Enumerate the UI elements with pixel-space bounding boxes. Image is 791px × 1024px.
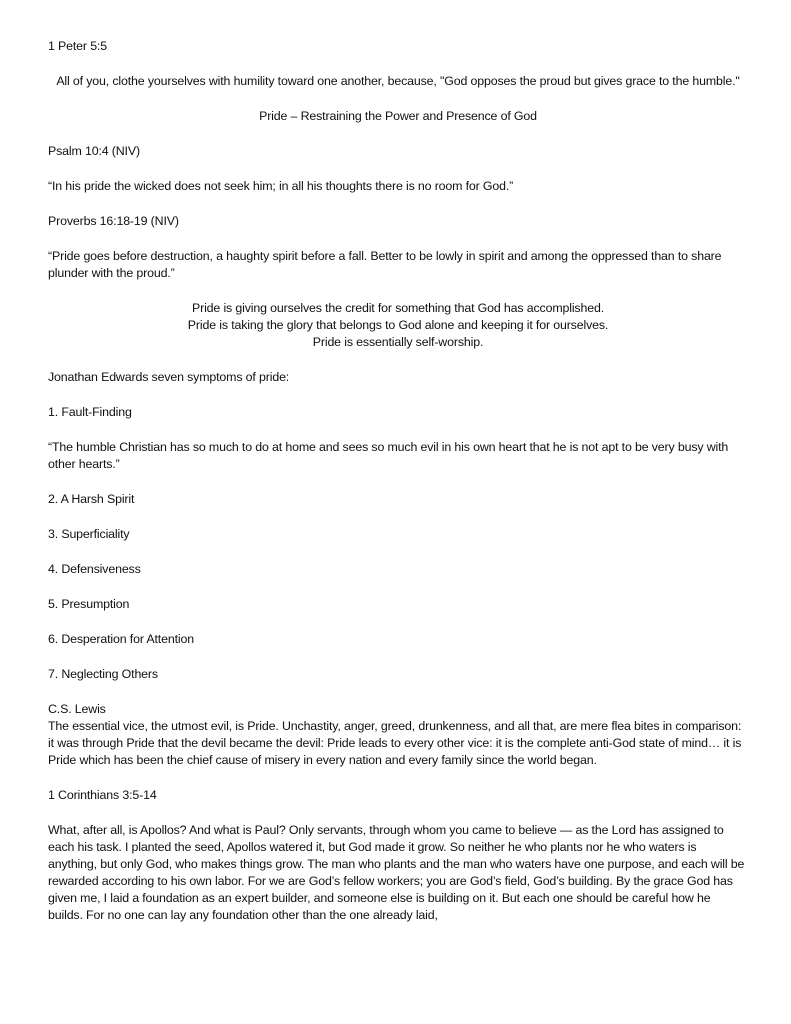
scripture-quote-psalm: “In his pride the wicked does not seek him; in all his thoughts there is no room for God.”	[48, 179, 514, 193]
lewis-quote: The essential vice, the utmost evil, is Pride. Unchastity, anger, greed, drunkenness, and all that, are mere flea bites in comparison: it was through Pride that the devil became the devil: Pride leads to every other vice: it is the complete anti-God state of mind… it is Pride which has been the chief cause of misery in every nation and every family since the world began.	[48, 719, 742, 767]
document-page	[48, 38, 748, 942]
scripture-reference-proverbs: Proverbs 16:18-19 (NIV)	[48, 214, 179, 228]
scripture-quote-proverbs: “Pride goes before destruction, a haughty spirit before a fall. Better to be lowly in spirit and among the oppressed than to share plunder with the proud.”	[48, 249, 722, 280]
scripture-quote-1-peter: All of you, clothe yourselves with humility toward one another, because, "God opposes the proud but gives grace to the humble."	[56, 74, 740, 88]
symptom-item: 7. Neglecting Others	[48, 667, 158, 681]
symptom-item: 5. Presumption	[48, 597, 130, 611]
edwards-quote: “The humble Christian has so much to do at home and sees so much evil in his own heart that he is not apt to be very busy with other hearts.”	[48, 440, 729, 471]
scripture-quote-corinthians: What, after all, is Apollos? And what is Paul? Only servants, through whom you came to believe — as the Lord has assigned to each his task. I planted the seed, Apollos watered it, but God made it grow. So neither he who plants nor he who waters is anything, but only God, who makes things grow. The man who plants and the man who waters have one purpose, and each will be rewarded according to his own labor. For we are God’s fellow workers; you are God’s field, God’s building. By the grace God has given me, I laid a foundation as an expert builder, and someone else is building on it. But each one should be careful how he builds. For no one can lay any foundation other than the one already laid,	[48, 823, 745, 922]
symptom-item: 3. Superficiality	[48, 527, 130, 541]
symptom-item: 2. A Harsh Spirit	[48, 492, 135, 506]
scripture-reference-corinthians: 1 Corinthians 3:5-14	[48, 788, 157, 802]
scripture-reference-psalm: Psalm 10:4 (NIV)	[48, 144, 140, 158]
sermon-title: Pride – Restraining the Power and Presence of God	[259, 109, 537, 123]
scripture-reference-1-peter: 1 Peter 5:5	[48, 39, 107, 53]
pride-definition-line: Pride is giving ourselves the credit for something that God has accomplished.	[191, 301, 604, 315]
symptom-item: 1. Fault-Finding	[48, 405, 132, 419]
edwards-heading: Jonathan Edwards seven symptoms of pride:	[48, 370, 290, 384]
pride-definitions	[48, 300, 748, 351]
symptom-item: 4. Defensiveness	[48, 562, 141, 576]
lewis-name: C.S. Lewis	[48, 702, 106, 716]
pride-definition-line: Pride is essentially self-worship.	[312, 335, 484, 349]
pride-definition-line: Pride is taking the glory that belongs to God alone and keeping it for ourselves.	[187, 318, 609, 332]
symptom-item: 6. Desperation for Attention	[48, 632, 194, 646]
